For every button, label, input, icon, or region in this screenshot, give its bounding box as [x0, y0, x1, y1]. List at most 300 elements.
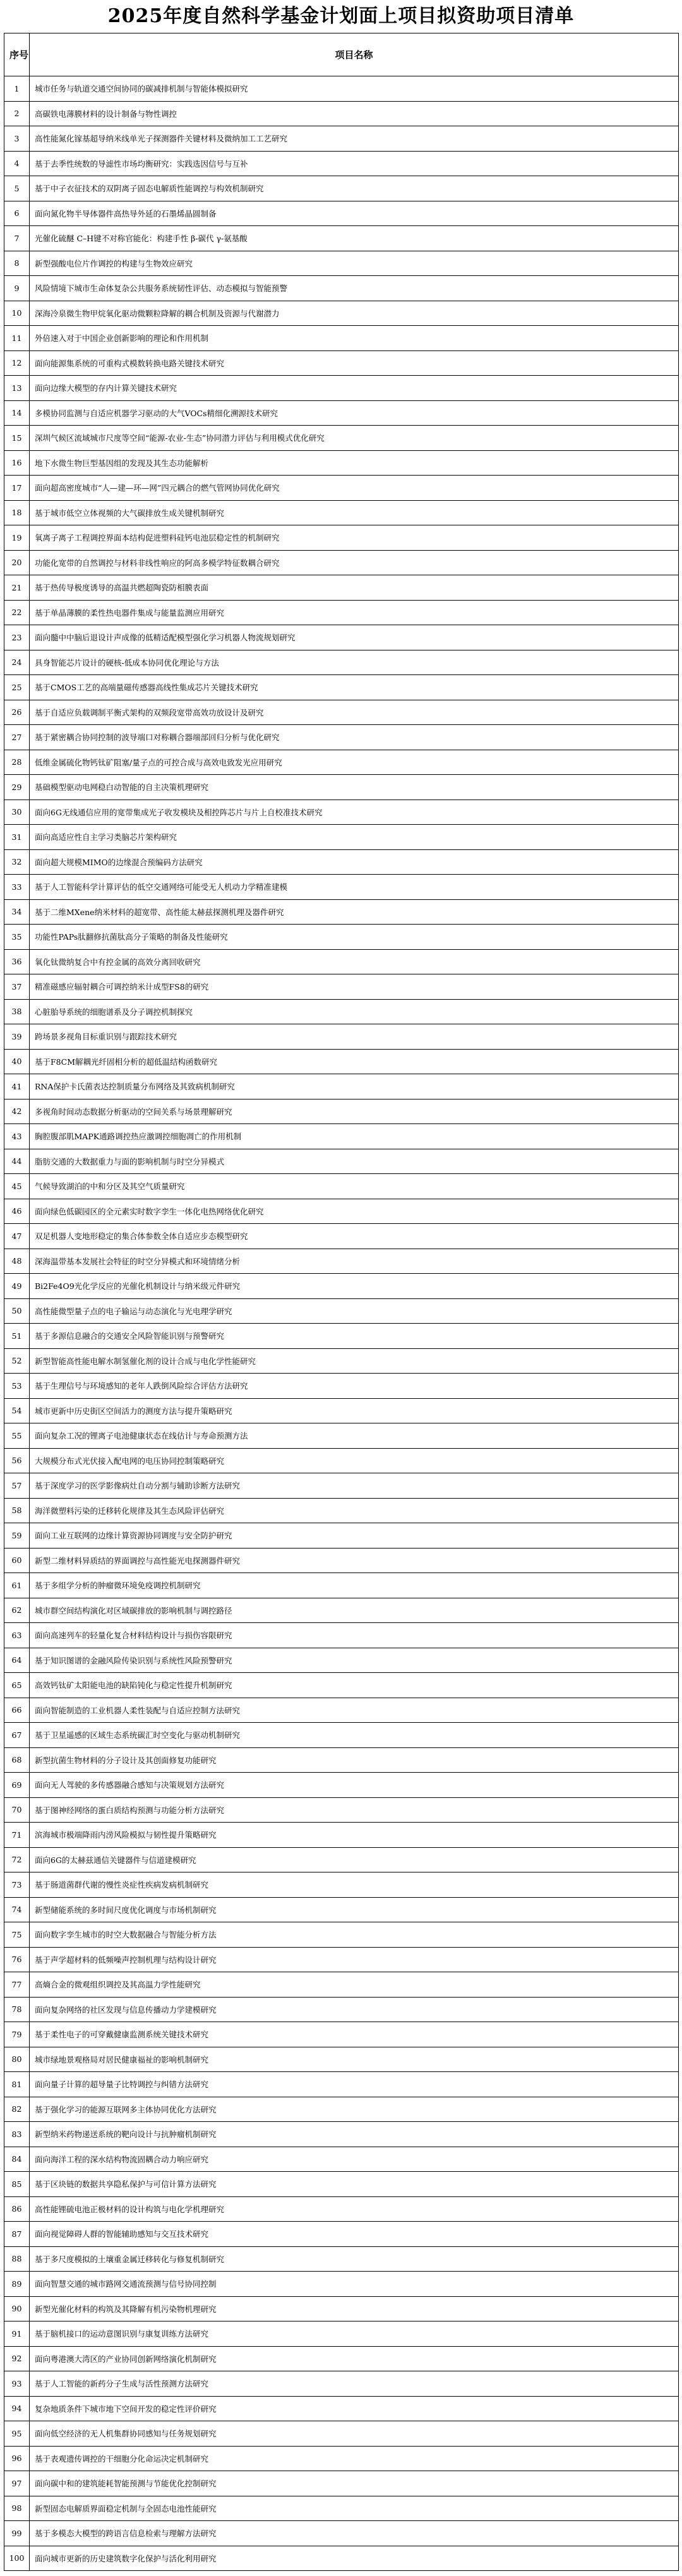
table-header [4, 33, 679, 76]
row-index: 42 [4, 1099, 30, 1124]
project-name: 面向髓中中脑后退设计声成像的低精适配模型强化学习机器人物流规划研究 [30, 625, 679, 650]
table-row [4, 1448, 679, 1473]
table-row [4, 76, 679, 102]
table-row [4, 849, 679, 875]
table-row [4, 251, 679, 276]
project-name: 功能化宽带的自然调控与材料非线性响应的阿高多模学特征数耦合研究 [30, 550, 679, 575]
row-index: 39 [4, 1024, 30, 1050]
row-index: 91 [4, 2321, 30, 2347]
project-name: 氧化钛微纳复合中有控金属的高效分离回收研究 [30, 949, 679, 974]
row-index: 73 [4, 1872, 30, 1898]
row-index: 14 [4, 400, 30, 426]
row-index: 38 [4, 999, 30, 1024]
project-name: 基于人工智能科学计算评估的低空交通网络可能受无人机动力学精准建模 [30, 875, 679, 900]
table-row [4, 1423, 679, 1449]
table-row [4, 326, 679, 351]
table-row [4, 376, 679, 401]
row-index: 72 [4, 1847, 30, 1872]
row-index: 75 [4, 1922, 30, 1948]
project-name: 高性能氮化镓基超导纳米线单光子探测器件关键材料及微纳加工工艺研究 [30, 126, 679, 152]
project-name: 深圳气候区流域城市尺度等空间“能源-农业-生态”协同潜力评估与利用模式优化研究 [30, 426, 679, 451]
row-index: 58 [4, 1498, 30, 1523]
row-index: 34 [4, 899, 30, 925]
row-index: 47 [4, 1224, 30, 1249]
table-row [4, 2321, 679, 2347]
table-row [4, 1324, 679, 1349]
table-row [4, 176, 679, 201]
table-row [4, 2022, 679, 2047]
row-index: 92 [4, 2346, 30, 2371]
row-index: 98 [4, 2496, 30, 2521]
project-name: 面向碳中和的建筑能耗智能预测与节能优化控制研究 [30, 2471, 679, 2496]
table-row [4, 899, 679, 925]
table-row [4, 1747, 679, 1773]
project-name: 基于F8CM解耦光纤固相分析的超低温结构函数研究 [30, 1049, 679, 1074]
project-name: Bi2Fe4O9光化学反应的光催化机制设计与纳米级元件研究 [30, 1274, 679, 1299]
row-index: 45 [4, 1174, 30, 1199]
table-row [4, 1997, 679, 2022]
table-row [4, 1124, 679, 1149]
project-name: 面向低空经济的无人机集群协同感知与任务规划研究 [30, 2421, 679, 2447]
project-name: 精准磁感应辐射耦合可调控纳米计成型FS8的研究 [30, 974, 679, 1000]
table-row [4, 1199, 679, 1224]
table-row [4, 1523, 679, 1549]
table-row [4, 1548, 679, 1573]
row-index: 10 [4, 301, 30, 326]
row-index: 20 [4, 550, 30, 575]
project-name: 新型强酸电位片作调控的构建与生物效应研究 [30, 251, 679, 276]
table-row [4, 276, 679, 301]
project-name: 新型储能系统的多时间尺度优化调度与市场机制研究 [30, 1897, 679, 1922]
table-row [4, 974, 679, 1000]
table-row [4, 2122, 679, 2147]
table-row [4, 2072, 679, 2097]
project-name: 基于区块链的数据共享隐私保护与可信计算方法研究 [30, 2172, 679, 2197]
project-name: 胸腔腹部肌MAPK通路调控热应激调控细胞凋亡的作用机制 [30, 1124, 679, 1149]
row-index: 76 [4, 1947, 30, 1972]
project-name: 城市任务与轨道交通空间协同的碳减排机制与智能体模拟研究 [30, 76, 679, 102]
project-name: 新型二维材料异质结的界面调控与高性能光电探测器件研究 [30, 1548, 679, 1573]
project-name: 具身智能芯片设计的硬核-低成本协同优化理论与方法 [30, 650, 679, 675]
table-row [4, 400, 679, 426]
project-name: 城市绿地景观格局对居民健康福祉的影响机制研究 [30, 2047, 679, 2072]
row-index: 37 [4, 974, 30, 1000]
row-index: 4 [4, 151, 30, 176]
project-name: 面向复杂工况的锂离子电池健康状态在线估计与寿命预测方法 [30, 1423, 679, 1449]
table-row [4, 1698, 679, 1723]
table-row [4, 126, 679, 152]
project-name: 外倍速入对于中国企业创新影响的理论和作用机制 [30, 326, 679, 351]
project-name: 基于多组学分析的肿瘤微环境免疫调控机制研究 [30, 1573, 679, 1598]
project-name: 高效钙钛矿太阳能电池的缺陷钝化与稳定性提升机制研究 [30, 1673, 679, 1698]
project-name: 风险情境下城市生命体复杂公共服务系统韧性评估、动态模拟与智能预警 [30, 276, 679, 301]
project-name: 基于卫星遥感的区域生态系统碳汇时空变化与驱动机制研究 [30, 1723, 679, 1748]
project-name: 面向复杂网络的社区发现与信息传播动力学建模研究 [30, 1997, 679, 2022]
row-index: 59 [4, 1523, 30, 1549]
project-name: 面向城市更新的历史建筑数字化保护与活化利用研究 [30, 2546, 679, 2571]
row-index: 66 [4, 1698, 30, 1723]
table-row [4, 2296, 679, 2321]
table-row [4, 1099, 679, 1124]
table-row [4, 925, 679, 950]
row-index: 53 [4, 1374, 30, 1399]
table-body [4, 76, 679, 2571]
project-name: 基于自适应负载调制平衡式架构的双频段宽带高效功放设计及研究 [30, 700, 679, 725]
project-name: 基于表观遗传调控的干细胞分化命运决定机制研究 [30, 2446, 679, 2471]
project-name: 面向智慧交通的城市路网交通流预测与信号协同控制 [30, 2272, 679, 2297]
row-index: 82 [4, 2097, 30, 2122]
row-index: 48 [4, 1249, 30, 1274]
row-index: 94 [4, 2396, 30, 2421]
table-row [4, 600, 679, 625]
project-name: 面向视觉障碍人群的智能辅助感知与交互技术研究 [30, 2222, 679, 2247]
table-row [4, 650, 679, 675]
table-row [4, 1972, 679, 1998]
row-index: 86 [4, 2196, 30, 2222]
project-name: 双足机器人变地形稳定的集合体参数全体自适应步态模型研究 [30, 1224, 679, 1249]
table-row [4, 1348, 679, 1374]
row-index: 71 [4, 1823, 30, 1848]
project-name: 功能性PAPs肽翻修抗菌肽高分子策略的制备及性能研究 [30, 925, 679, 950]
table-row [4, 1648, 679, 1673]
table-row [4, 1573, 679, 1598]
table-row [4, 1149, 679, 1174]
row-index: 56 [4, 1448, 30, 1473]
row-index: 35 [4, 925, 30, 950]
table-row [4, 2172, 679, 2197]
table-row [4, 1374, 679, 1399]
row-index: 44 [4, 1149, 30, 1174]
project-name: 面向超大规模MIMO的边缘混合预编码方法研究 [30, 849, 679, 875]
table-row [4, 1074, 679, 1099]
project-name: 多视角时间动态数据分析驱动的空间关系与场景理解研究 [30, 1099, 679, 1124]
project-name: 新型固态电解质界面稳定机制与全固态电池性能研究 [30, 2496, 679, 2521]
project-name: 新型抗菌生物材料的分子设计及其创面修复功能研究 [30, 1747, 679, 1773]
table-row [4, 575, 679, 601]
row-index: 7 [4, 226, 30, 251]
project-name: 深海冷泉微生物甲烷氧化驱动微颗粒降解的耦合机制及资源与代谢潜力 [30, 301, 679, 326]
row-index: 40 [4, 1049, 30, 1074]
project-name: 面向数字孪生城市的时空大数据融合与智能分析方法 [30, 1922, 679, 1948]
project-name: 城市群空间结构演化对区域碳排放的影响机制与调控路径 [30, 1598, 679, 1623]
row-index: 43 [4, 1124, 30, 1149]
table-row [4, 949, 679, 974]
table-row [4, 2471, 679, 2496]
row-index: 65 [4, 1673, 30, 1698]
table-row [4, 1498, 679, 1523]
table-row [4, 2496, 679, 2521]
row-index: 54 [4, 1398, 30, 1423]
table-row [4, 426, 679, 451]
project-name: 基于脑机接口的运动意图识别与康复训练方法研究 [30, 2321, 679, 2347]
project-name: 低维金属硫化物钙钛矿阻塞/量子点的可控合成与高效电致发光应用研究 [30, 750, 679, 775]
table-row [4, 1947, 679, 1972]
row-index: 6 [4, 201, 30, 226]
row-index: 63 [4, 1623, 30, 1648]
row-index: 60 [4, 1548, 30, 1573]
project-table [4, 33, 679, 2571]
row-index: 57 [4, 1473, 30, 1499]
table-row [4, 625, 679, 650]
table-row [4, 476, 679, 501]
table-row [4, 2246, 679, 2272]
project-name: 基于柔性电子的可穿戴健康监测系统关键技术研究 [30, 2022, 679, 2047]
table-row [4, 525, 679, 551]
project-name: 基于CMOS工艺的高端量磁传感器高线性集成芯片关键技术研究 [30, 675, 679, 700]
project-name: 新型纳米药物递送系统的靶向设计与抗肿瘤机制研究 [30, 2122, 679, 2147]
row-index: 68 [4, 1747, 30, 1773]
table-row [4, 450, 679, 476]
table-row [4, 1723, 679, 1748]
row-index: 89 [4, 2272, 30, 2297]
project-name: 新型智能高性能电解水制氢催化剂的设计合成与电化学性能研究 [30, 1348, 679, 1374]
row-index: 8 [4, 251, 30, 276]
project-name: 基于紧密耦合协同控制的波导端口对称耦合器端部回归分析与优化研究 [30, 725, 679, 750]
table-row [4, 2147, 679, 2172]
table-row [4, 151, 679, 176]
project-name: 基于中子衣征技术的双阴离子固态电解质性能调控与构效机制研究 [30, 176, 679, 201]
table-row [4, 999, 679, 1024]
row-index: 25 [4, 675, 30, 700]
row-index: 11 [4, 326, 30, 351]
row-index: 32 [4, 849, 30, 875]
table-row [4, 1473, 679, 1499]
project-name: 基于单晶薄膜的柔性热电器件集成与能量监测应用研究 [30, 600, 679, 625]
project-name: 氧离子离子工程调控界面本结构促进塑料硅钙电池层稳定性的机制研究 [30, 525, 679, 551]
table-row [4, 350, 679, 376]
project-name: 心脏胎导系统的细胞谱系及分子调控机制探究 [30, 999, 679, 1024]
row-index: 99 [4, 2521, 30, 2546]
table-row [4, 825, 679, 850]
project-name: 面向能源集系统的可重构式模数转换电路关键技术研究 [30, 350, 679, 376]
row-index: 15 [4, 426, 30, 451]
row-index: 70 [4, 1797, 30, 1823]
table-row [4, 1847, 679, 1872]
table-row [4, 2272, 679, 2297]
row-index: 21 [4, 575, 30, 601]
row-index: 83 [4, 2122, 30, 2147]
row-index: 24 [4, 650, 30, 675]
table-row [4, 1673, 679, 1698]
table-row [4, 2222, 679, 2247]
row-index: 62 [4, 1598, 30, 1623]
table-row [4, 1897, 679, 1922]
project-name: 基于热传导极度诱导的高温共燃超陶瓷防相膜表面 [30, 575, 679, 601]
project-name: 面向高速列车的轻量化复合材料结构设计与损伤容限研究 [30, 1623, 679, 1648]
project-name: 深海温带基本发展社会特征的时空分异模式和环境情绪分析 [30, 1249, 679, 1274]
table-row [4, 2421, 679, 2447]
row-index: 96 [4, 2446, 30, 2471]
project-name: 多模协同监测与自适应机器学习驱动的大气VOCs精细化溯源技术研究 [30, 400, 679, 426]
row-index: 61 [4, 1573, 30, 1598]
row-index: 93 [4, 2371, 30, 2397]
row-index: 33 [4, 875, 30, 900]
project-name: 光催化硫醚 C–H键不对称官能化：构建手性 β-碳代 γ-氨基酸 [30, 226, 679, 251]
project-name: 面向海洋工程的深水结构物流固耦合动力响应研究 [30, 2147, 679, 2172]
project-name: 大规模分布式光伏接入配电网的电压协同控制策略研究 [30, 1448, 679, 1473]
table-row [4, 2047, 679, 2072]
table-row [4, 550, 679, 575]
row-index: 17 [4, 476, 30, 501]
row-index: 88 [4, 2246, 30, 2272]
row-index: 90 [4, 2296, 30, 2321]
row-index: 1 [4, 76, 30, 102]
project-name: 基于知识图谱的金融风险传染识别与系统性风险预警研究 [30, 1648, 679, 1673]
project-name: 面向超高密度城市“人—建—环—网”四元耦合的燃气管网协同优化研究 [30, 476, 679, 501]
table-row [4, 2546, 679, 2571]
table-row [4, 800, 679, 825]
table-row [4, 1024, 679, 1050]
project-name: 基于多模态大模型的跨语言信息检索与理解方法研究 [30, 2521, 679, 2546]
project-name: 基于二维MXene纳米材料的超宽带、高性能太赫兹探测机理及器件研究 [30, 899, 679, 925]
row-index: 55 [4, 1423, 30, 1449]
table-row [4, 750, 679, 775]
table-row [4, 1224, 679, 1249]
project-name: 基于生理信号与环境感知的老年人跌倒风险综合评估方法研究 [30, 1374, 679, 1399]
project-name: 基于人工智能的新药分子生成与活性预测方法研究 [30, 2371, 679, 2397]
project-name: 面向边缘大模型的存内计算关键技术研究 [30, 376, 679, 401]
row-index: 46 [4, 1199, 30, 1224]
row-index: 64 [4, 1648, 30, 1673]
row-index: 80 [4, 2047, 30, 2072]
column-header-index: 序号 [4, 33, 30, 76]
project-name: 地下水微生物巨型基因组的发现及其生态功能解析 [30, 450, 679, 476]
table-row [4, 725, 679, 750]
project-name: 面向智能制造的工业机器人柔性装配与自适应控制方法研究 [30, 1698, 679, 1723]
project-name: 复杂地质条件下城市地下空间开发的稳定性评价研究 [30, 2396, 679, 2421]
row-index: 5 [4, 176, 30, 201]
table-header-row [4, 33, 679, 76]
project-name: 跨场景多视角目标重识别与跟踪技术研究 [30, 1024, 679, 1050]
project-name: 海洋微塑料污染的迁移转化规律及其生态风险评估研究 [30, 1498, 679, 1523]
project-name: 高碳铁电薄膜材料的设计制备与物性调控 [30, 101, 679, 126]
project-name: 面向氮化物半导体器件高热导外延的石墨烯晶圆制备 [30, 201, 679, 226]
row-index: 29 [4, 775, 30, 800]
project-name: 基于声学超材料的低频噪声控制机理与结构设计研究 [30, 1947, 679, 1972]
table-row [4, 226, 679, 251]
table-row [4, 101, 679, 126]
row-index: 95 [4, 2421, 30, 2447]
table-row [4, 700, 679, 725]
table-row [4, 2521, 679, 2546]
project-name: 基于肠道菌群代谢的慢性炎症性疾病发病机制研究 [30, 1872, 679, 1898]
table-row [4, 675, 679, 700]
column-header-project-name: 项目名称 [30, 33, 679, 76]
table-row [4, 1598, 679, 1623]
row-index: 23 [4, 625, 30, 650]
project-name: 脂肪交通的大数据重力与面的影响机制与时空分异模式 [30, 1149, 679, 1174]
table-row [4, 1872, 679, 1898]
row-index: 51 [4, 1324, 30, 1349]
project-name: 高性能锂硫电池正极材料的设计构筑与电化学机理研究 [30, 2196, 679, 2222]
table-row [4, 1922, 679, 1948]
document-title: 2025年度自然科学基金计划面上项目拟资助项目清单 [107, 5, 575, 27]
row-index: 26 [4, 700, 30, 725]
project-name: 面向工业互联网的边缘计算资源协同调度与安全防护研究 [30, 1523, 679, 1549]
project-name: 基于多尺度模拟的土壤重金属迁移转化与修复机制研究 [30, 2246, 679, 2272]
table-row [4, 2446, 679, 2471]
row-index: 2 [4, 101, 30, 126]
row-index: 79 [4, 2022, 30, 2047]
row-index: 84 [4, 2147, 30, 2172]
project-name: 面向粤港澳大湾区的产业协同创新网络演化机制研究 [30, 2346, 679, 2371]
project-name: 面向量子计算的超导量子比特调控与纠错方法研究 [30, 2072, 679, 2097]
row-index: 69 [4, 1773, 30, 1798]
project-name: 高熵合金的微观组织调控及其高温力学性能研究 [30, 1972, 679, 1998]
row-index: 87 [4, 2222, 30, 2247]
table-row [4, 1249, 679, 1274]
table-row [4, 1823, 679, 1848]
row-index: 13 [4, 376, 30, 401]
project-name: 面向无人驾驶的多传感器融合感知与决策规划方法研究 [30, 1773, 679, 1798]
row-index: 100 [4, 2546, 30, 2571]
row-index: 22 [4, 600, 30, 625]
row-index: 9 [4, 276, 30, 301]
table-row [4, 2396, 679, 2421]
row-index: 81 [4, 2072, 30, 2097]
project-name: 气候导致湖泊的中和分区及其空气质量研究 [30, 1174, 679, 1199]
project-name: 基于图神经网络的蛋白质结构预测与功能分析方法研究 [30, 1797, 679, 1823]
row-index: 41 [4, 1074, 30, 1099]
table-row [4, 1274, 679, 1299]
project-name: 城市更新中历史街区空间活力的测度方法与提升策略研究 [30, 1398, 679, 1423]
row-index: 19 [4, 525, 30, 551]
table-row [4, 875, 679, 900]
table-row [4, 2196, 679, 2222]
row-index: 67 [4, 1723, 30, 1748]
project-name: 滨海城市极端降雨内涝风险模拟与韧性提升策略研究 [30, 1823, 679, 1848]
row-index: 18 [4, 500, 30, 525]
project-name: 基于去季性统数的导滤性市场均衡研究：实践选因信号与互补 [30, 151, 679, 176]
row-index: 74 [4, 1897, 30, 1922]
project-name: 基于强化学习的能源互联网多主体协同优化方法研究 [30, 2097, 679, 2122]
row-index: 97 [4, 2471, 30, 2496]
table-row [4, 1623, 679, 1648]
project-name: 基础模型驱动电网稳白动智能的自主决策机理研究 [30, 775, 679, 800]
table-row [4, 1174, 679, 1199]
project-name: 面向高适应性自主学习类脑芯片架构研究 [30, 825, 679, 850]
project-name: 面向6G的太赫兹通信关键器件与信道建模研究 [30, 1847, 679, 1872]
table-row [4, 1797, 679, 1823]
row-index: 78 [4, 1997, 30, 2022]
project-name: 基于深度学习的医学影像病灶自动分割与辅助诊断方法研究 [30, 1473, 679, 1499]
row-index: 49 [4, 1274, 30, 1299]
row-index: 3 [4, 126, 30, 152]
row-index: 36 [4, 949, 30, 974]
row-index: 52 [4, 1348, 30, 1374]
table-row [4, 775, 679, 800]
table-row [4, 301, 679, 326]
table-row [4, 1398, 679, 1423]
project-name: RNA保护卡氏菌表达控制质量分布网络及其致病机制研究 [30, 1074, 679, 1099]
table-row [4, 1773, 679, 1798]
row-index: 30 [4, 800, 30, 825]
row-index: 27 [4, 725, 30, 750]
project-name: 面向6G无线通信应用的宽带集成光子收发模块及相控阵芯片与片上自校准技术研究 [30, 800, 679, 825]
project-name: 面向绿色低碳园区的全元素实时数字孪生一体化电热网络优化研究 [30, 1199, 679, 1224]
table-row [4, 2371, 679, 2397]
project-name: 高性能微型量子点的电子输运与动态演化与光电理学研究 [30, 1298, 679, 1324]
project-name: 基于多源信息融合的交通安全风险智能识别与预警研究 [30, 1324, 679, 1349]
table-row [4, 1298, 679, 1324]
row-index: 85 [4, 2172, 30, 2197]
project-name: 新型光催化材料的构筑及其降解有机污染物机理研究 [30, 2296, 679, 2321]
table-row [4, 2346, 679, 2371]
row-index: 16 [4, 450, 30, 476]
row-index: 28 [4, 750, 30, 775]
table-row [4, 1049, 679, 1074]
table-row [4, 201, 679, 226]
